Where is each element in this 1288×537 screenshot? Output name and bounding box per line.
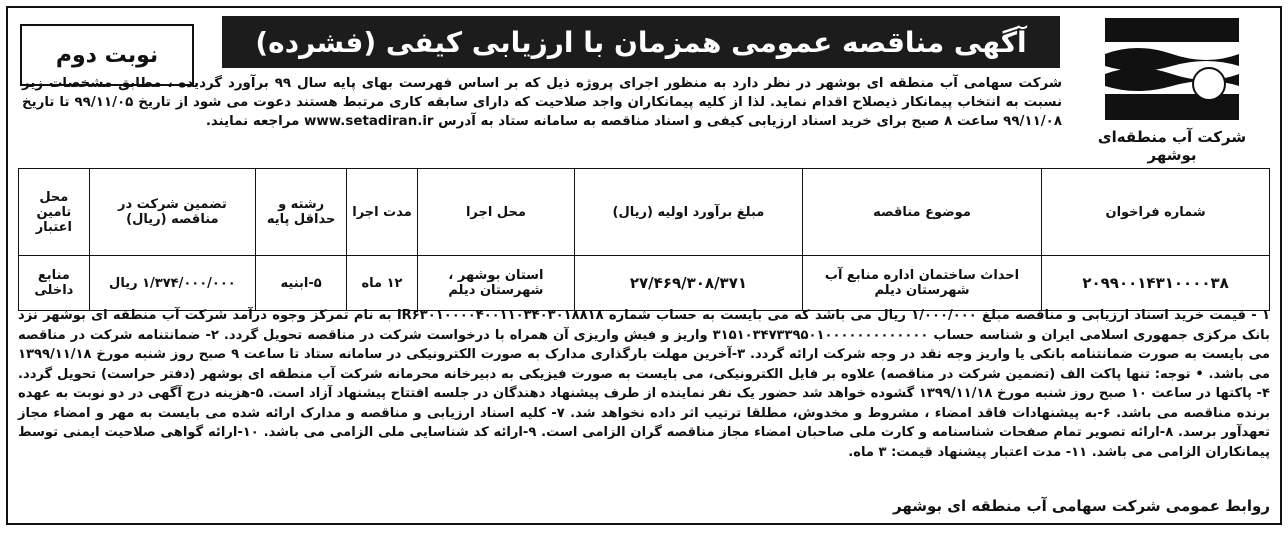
table-cell: ۲۰۹۹۰۰۱۴۳۱۰۰۰۰۳۸ bbox=[1042, 256, 1270, 311]
table-header-cell: رشته و حداقل پایه bbox=[256, 169, 347, 256]
notice-title: آگهی مناقصه عمومی همزمان با ارزیابی کیفی (فشرده) bbox=[222, 16, 1060, 68]
footer-signature: روابط عمومی شرکت سهامی آب منطقه ای بوشهر bbox=[893, 497, 1270, 515]
table-cell: ۲۷/۴۶۹/۳۰۸/۳۷۱ bbox=[575, 256, 803, 311]
table-cell: ۵-ابنیه bbox=[256, 256, 347, 311]
table-header-cell: مبلغ برآورد اولیه (ریال) bbox=[575, 169, 803, 256]
table-header-cell: شماره فراخوان bbox=[1042, 169, 1270, 256]
company-logo bbox=[1072, 14, 1272, 164]
table-header-cell: محل تامین اعتبار bbox=[19, 169, 90, 256]
table-header-cell: موضوع مناقصه bbox=[802, 169, 1041, 256]
round-badge: نوبت دوم bbox=[20, 24, 194, 86]
water-company-logo-icon bbox=[1097, 14, 1247, 124]
table-row bbox=[19, 256, 1270, 311]
table-header-cell: تضمین شرکت در مناقصه (ریال) bbox=[89, 169, 255, 256]
table-cell: ۱۲ ماه bbox=[347, 256, 418, 311]
company-name: شرکت آب منطقه‌ای بوشهر bbox=[1097, 128, 1247, 164]
table-header-cell: مدت اجرا bbox=[347, 169, 418, 256]
table-cell: ۱/۳۷۴/۰۰۰/۰۰۰ ریال bbox=[89, 256, 255, 311]
table-cell: احداث ساختمان اداره منابع آب شهرستان دیلم bbox=[802, 256, 1041, 311]
table-header-cell: محل اجرا bbox=[417, 169, 574, 256]
table-cell: استان بوشهر ، شهرستان دیلم bbox=[417, 256, 574, 311]
conditions-paragraph: ۱ - قیمت خرید اسناد ارزیابی و مناقصه مبلغ ۱/۰۰۰/۰۰۰ ریال می باشد که می بایست به حساب شماره IR۶۳۰۱۰۰۰۰۴۰۰۱۱۰۳۴۰۳۰۱۸۸۱۸ به نام تمرکز وجوه درآمد شرکت آب منطقه ای بوشهر نزد بانک مرکزی جمهوری اسلامی ایران و شناسه حساب ۳۱۵۱۰۳۴۷۳۳۹۵۰۱۰۰۰۰۰۰۰۰۰۰۰۰۰ واریز و فیش واریزی آن همراه با درخواست شرکت در مناقصه تحویل گردد. ۲- ضمانتنامه شرکت در مناقصه می بایست به صورت ضمانتنامه بانکی یا واریز وجه نقد در وجه شرکت ارائه گردد. ۳-آخرین مهلت بارگذاری مدارک به صورت الکترونیکی در سامانه ستاد تا ساعت ۹ صبح روز شنبه مورخ ۱۳۹۹/۱۱/۱۸ می باشد. • توجه: تنها پاکت الف (تضمین شرکت در مناقصه) علاوه بر فایل الکترونیکی، می بایست به صورت فیزیکی به دبیرخانه محرمانه شرکت آب منطقه ای بوشهر (دفتر حراست) تحویل گردد. ۴- پاکتها در ساعت ۱۰ صبح روز شنبه مورخ ۱۳۹۹/۱۱/۱۸ گشوده خواهد شد حضور یک نفر نماینده از طرف پیشنهاد دهندگان در جلسه افتتاح پیشنهاد آزاد است. ۵-هزینه درج آگهی در دو نوبت به عهده برنده مناقصه می باشد. ۶-به پیشنهادات فاقد امضاء ، مشروط و مخدوش، مطلقا ترتیب اثر داده نخواهد شد. ۷- کلیه اسناد ارزیابی و مناقصه و مدارک ارائه شده می بایست به مهر و امضاء مجاز تعهدآور برسد. ۸-ارائه تصویر تمام صفحات شناسنامه و کارت ملی صاحبان امضاء مجاز مناقصه گران الزامی است. ۹-ارائه کد شناسایی ملی الزامی می باشد. ۱۰-ارائه گواهی صلاحیت ایمنی توسط پیمانکاران الزامی می باشد. ۱۱- مدت اعتبار پیشنهاد قیمت: ۳ ماه. bbox=[18, 308, 1271, 460]
tender-table bbox=[18, 168, 1270, 311]
table-cell: منابع داخلی bbox=[19, 256, 90, 311]
tender-notice bbox=[6, 6, 1282, 525]
intro-paragraph: شرکت سهامی آب منطقه ای بوشهر در نظر دارد به منظور اجرای پروژه ذیل که بر اساس فهرست بهای پایه سال ۹۹ برآورد گردیده ، مطابق مشخصات زیر نسبت به انتخاب پیمانکار ذیصلاح اقدام نماید. لذا از کلیه پیمانکاران واجد صلاحیت که دارای سابقه کاری مرتبط هستند دعوت می شود از تاریخ ۹۹/۱۱/۰۵ تا تاریخ ۹۹/۱۱/۰۸ ساعت ۸ صبح برای خرید اسناد ارزیابی کیفی و اسناد مناقصه به سامانه ستاد به آدرس www.setadiran.ir مراجعه نمایند. bbox=[22, 76, 1063, 129]
table-header-row bbox=[19, 169, 1270, 256]
